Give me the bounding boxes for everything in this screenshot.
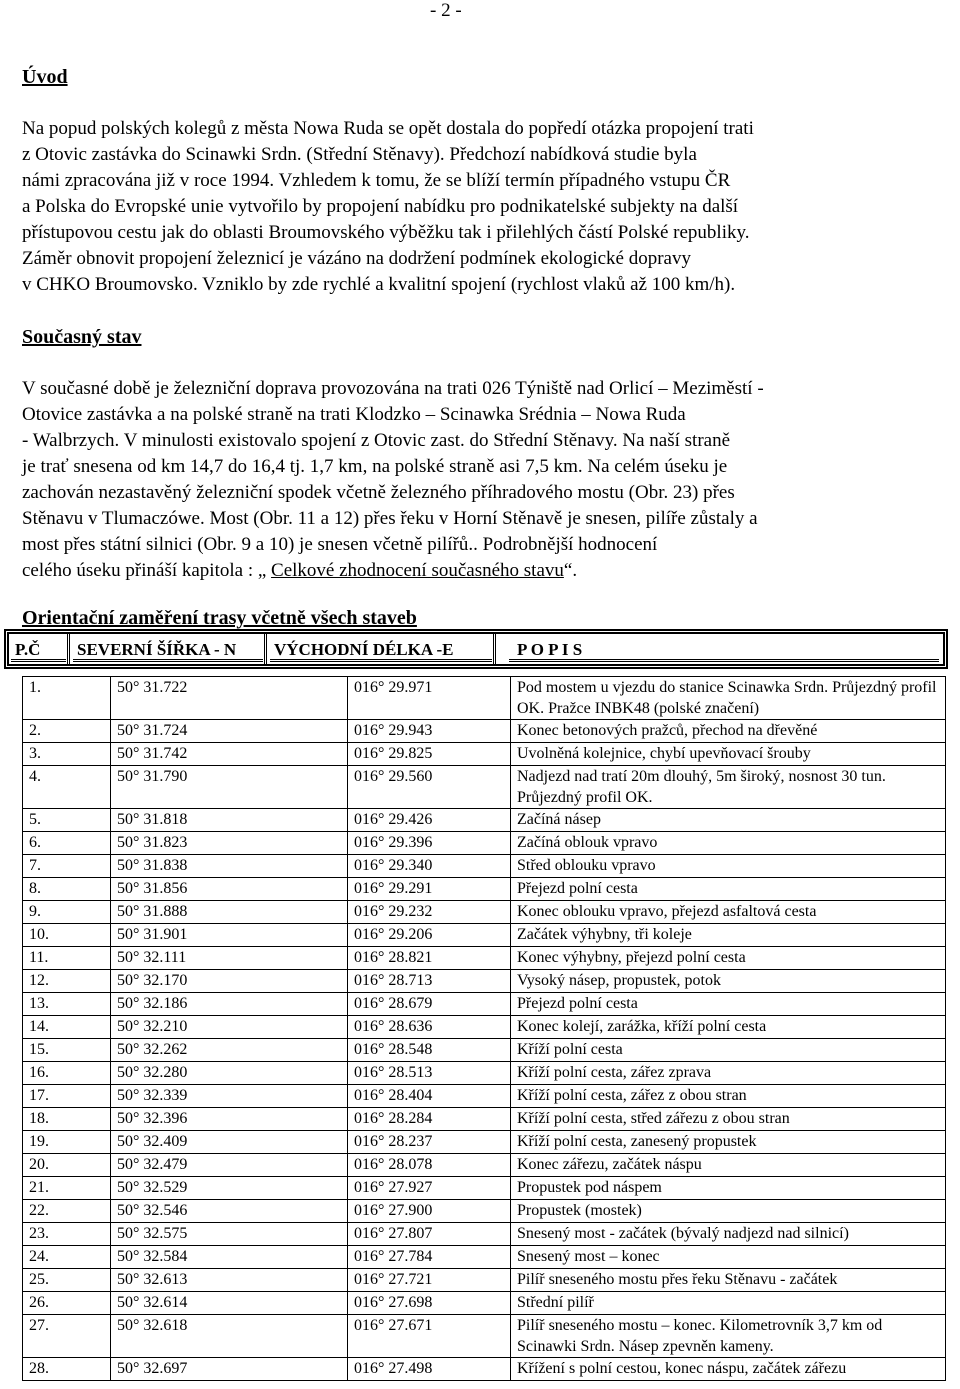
current-line: - Walbrzych. V minulosti existovalo spojení z Otovic zast. do Střední Stěnavy. Na naší straně: [22, 430, 731, 451]
intro-line: v CHKO Broumovsko. Vzniklo by zde rychlé a kvalitní spojení (rychlost vlaků až 100 km/h).: [22, 274, 736, 295]
cell-longitude: 016° 28.078: [348, 1154, 511, 1177]
current-line: zachován nezastavěný železniční spodek včetně železného příhradového mostu (Obr. 23) přes: [22, 482, 735, 503]
table-row: [23, 1315, 946, 1358]
cell-description: Střed oblouku vpravo: [511, 855, 946, 878]
cell-latitude: 50° 32.479: [111, 1154, 348, 1177]
cell-description: Uvolněná kolejnice, chybí upevňovací šrouby: [511, 743, 946, 766]
cell-longitude: 016° 29.291: [348, 878, 511, 901]
cell-number: 8.: [23, 878, 111, 901]
cell-description: Konec zářezu, začátek náspu: [511, 1154, 946, 1177]
table-row: [23, 832, 946, 855]
cell-number: 3.: [23, 743, 111, 766]
cell-latitude: 50° 31.818: [111, 809, 348, 832]
cell-description: Kříží polní cesta, zářez zprava: [511, 1062, 946, 1085]
cell-longitude: 016° 27.927: [348, 1177, 511, 1200]
cell-latitude: 50° 32.697: [111, 1358, 348, 1381]
page-number: - 2 -: [430, 0, 462, 21]
cell-longitude: 016° 27.498: [348, 1358, 511, 1381]
cell-number: 19.: [23, 1131, 111, 1154]
cell-longitude: 016° 29.426: [348, 809, 511, 832]
cell-number: 20.: [23, 1154, 111, 1177]
current-line: V současné době je železniční doprava provozována na trati 026 Týniště nad Orlicí – Meziměstí -: [22, 378, 764, 399]
table-header: [4, 629, 948, 669]
cell-number: 1.: [23, 677, 111, 720]
cell-number: 22.: [23, 1200, 111, 1223]
intro-paragraph: [22, 116, 952, 298]
cell-longitude: 016° 27.807: [348, 1223, 511, 1246]
cell-number: 27.: [23, 1315, 111, 1358]
cell-number: 17.: [23, 1085, 111, 1108]
cell-description: Vysoký násep, propustek, potok: [511, 970, 946, 993]
current-line: Otovice zastávka a na polské straně na trati Klodzko – Scinawka Srédnia – Nowa Ruda: [22, 404, 686, 425]
table-row: [23, 1292, 946, 1315]
table-row: [23, 1131, 946, 1154]
intro-line: z Otovic zastávka do Scinawki Srdn. (Střední Stěnavy). Předchozí nabídková studie byla: [22, 144, 697, 165]
intro-line: námi zpracována již v roce 1994. Vzhledem k tomu, že se blíží termín případného vstupu ČR: [22, 170, 731, 191]
column-header-no: P.Č: [11, 638, 66, 662]
intro-line: přístupovou cestu jak do oblasti Broumovského výběžku tak i přilehlých částí Polské republiky.: [22, 222, 750, 243]
cell-description: Nadjezd nad tratí 20m dlouhý, 5m široký, nosnost 30 tun. Průjezdný profil OK.: [511, 766, 946, 809]
cell-longitude: 016° 28.548: [348, 1039, 511, 1062]
current-line: je trať snesena od km 14,7 do 16,4 tj. 1,7 km, na polské straně asi 7,5 km. Na celém úseku je: [22, 456, 728, 477]
cell-longitude: 016° 28.636: [348, 1016, 511, 1039]
cell-number: 6.: [23, 832, 111, 855]
cell-number: 18.: [23, 1108, 111, 1131]
column-header-north: SEVERNÍ ŠÍŘKA - N: [73, 638, 263, 662]
cell-longitude: 016° 28.513: [348, 1062, 511, 1085]
cell-description: Začíná násep: [511, 809, 946, 832]
cell-longitude: 016° 29.232: [348, 901, 511, 924]
cell-latitude: 50° 32.546: [111, 1200, 348, 1223]
cell-description: Začátek výhybny, tři koleje: [511, 924, 946, 947]
cell-number: 25.: [23, 1269, 111, 1292]
cell-latitude: 50° 31.901: [111, 924, 348, 947]
cell-number: 2.: [23, 720, 111, 743]
cell-longitude: 016° 29.560: [348, 766, 511, 809]
cell-latitude: 50° 32.409: [111, 1131, 348, 1154]
table-row: [23, 924, 946, 947]
cell-description: Kříží polní cesta, střed zářezu z obou stran: [511, 1108, 946, 1131]
cell-longitude: 016° 29.825: [348, 743, 511, 766]
cell-description: Začíná oblouk vpravo: [511, 832, 946, 855]
cell-number: 10.: [23, 924, 111, 947]
cell-latitude: 50° 31.838: [111, 855, 348, 878]
cell-number: 24.: [23, 1246, 111, 1269]
cell-number: 15.: [23, 1039, 111, 1062]
cell-description: Pod mostem u vjezdu do stanice Scinawka Srdn. Průjezdný profil OK. Pražce INBK48 (polské značení): [511, 677, 946, 720]
cell-longitude: 016° 27.784: [348, 1246, 511, 1269]
cell-description: Kříží polní cesta: [511, 1039, 946, 1062]
cell-latitude: 50° 32.618: [111, 1315, 348, 1358]
intro-line: Na popud polských kolegů z města Nowa Ruda se opět dostala do popředí otázka propojení trati: [22, 118, 754, 139]
cell-description: Propustek pod náspem: [511, 1177, 946, 1200]
cell-longitude: 016° 28.679: [348, 993, 511, 1016]
cell-latitude: 50° 32.614: [111, 1292, 348, 1315]
cell-latitude: 50° 32.529: [111, 1177, 348, 1200]
table-row: [23, 766, 946, 809]
current-state-heading: Současný stav: [22, 326, 142, 348]
cell-number: 11.: [23, 947, 111, 970]
cell-longitude: 016° 28.713: [348, 970, 511, 993]
table-row: [23, 1223, 946, 1246]
table-row: [23, 1246, 946, 1269]
cell-latitude: 50° 32.170: [111, 970, 348, 993]
cell-number: 4.: [23, 766, 111, 809]
cell-number: 13.: [23, 993, 111, 1016]
intro-line: Záměr obnovit propojení železnicí je vázáno na dodržení podmínek ekologické dopravy: [22, 248, 691, 269]
cell-longitude: 016° 29.971: [348, 677, 511, 720]
header-divider: [264, 634, 267, 664]
table-row: [23, 677, 946, 720]
table-row: [23, 1062, 946, 1085]
cell-number: 9.: [23, 901, 111, 924]
column-header-east: VÝCHODNÍ DÉLKA -E: [270, 638, 492, 662]
cell-latitude: 50° 32.396: [111, 1108, 348, 1131]
table-row: [23, 1016, 946, 1039]
intro-line: a Polska do Evropské unie vytvořilo by propojení nabídku pro podnikatelské subjekty na další: [22, 196, 739, 217]
cell-number: 28.: [23, 1358, 111, 1381]
table-row: [23, 993, 946, 1016]
table-row: [23, 901, 946, 924]
cell-latitude: 50° 32.262: [111, 1039, 348, 1062]
header-divider: [493, 634, 496, 664]
cell-latitude: 50° 31.722: [111, 677, 348, 720]
cell-description: Konec betonových pražců, přechod na dřevěné: [511, 720, 946, 743]
cell-description: Přejezd polní cesta: [511, 878, 946, 901]
current-line-last: celého úseku přináší kapitola : „ Celkové zhodnocení současného stavu“.: [22, 560, 578, 581]
table-row: [23, 743, 946, 766]
cell-description: Konec kolejí, zarážka, kříží polní cesta: [511, 1016, 946, 1039]
table-row: [23, 970, 946, 993]
cell-longitude: 016° 27.671: [348, 1315, 511, 1358]
cell-latitude: 50° 32.575: [111, 1223, 348, 1246]
table-row: [23, 1039, 946, 1062]
cell-description: Propustek (mostek): [511, 1200, 946, 1223]
cell-latitude: 50° 32.339: [111, 1085, 348, 1108]
cell-longitude: 016° 27.900: [348, 1200, 511, 1223]
survey-table-body: [23, 677, 946, 1381]
cell-description: Snesený most – konec: [511, 1246, 946, 1269]
cell-number: 14.: [23, 1016, 111, 1039]
current-line: most přes státní silnici (Obr. 9 a 10) je snesen včetně pilířů.. Podrobnější hodnocení: [22, 534, 658, 555]
cell-latitude: 50° 32.111: [111, 947, 348, 970]
cell-number: 5.: [23, 809, 111, 832]
table-row: [23, 1108, 946, 1131]
cell-latitude: 50° 31.823: [111, 832, 348, 855]
cell-longitude: 016° 28.404: [348, 1085, 511, 1108]
survey-heading: Orientační zaměření trasy včetně všech staveb: [22, 607, 417, 629]
cell-number: 12.: [23, 970, 111, 993]
table-row: [23, 1177, 946, 1200]
survey-table: [22, 676, 946, 1381]
table-row: [23, 878, 946, 901]
cell-description: Pilíř sneseného mostu přes řeku Stěnavu - začátek: [511, 1269, 946, 1292]
cell-latitude: 50° 31.790: [111, 766, 348, 809]
cell-longitude: 016° 28.821: [348, 947, 511, 970]
cell-number: 7.: [23, 855, 111, 878]
cell-number: 26.: [23, 1292, 111, 1315]
cell-latitude: 50° 32.186: [111, 993, 348, 1016]
cell-longitude: 016° 29.396: [348, 832, 511, 855]
table-row: [23, 1358, 946, 1381]
current-state-paragraph: [22, 376, 952, 584]
cell-latitude: 50° 32.210: [111, 1016, 348, 1039]
current-line: Stěnavu v Tlumaczówe. Most (Obr. 11 a 12) přes řeku v Horní Stěnavě je snesen, pilíře zůstaly a: [22, 508, 758, 529]
table-row: [23, 720, 946, 743]
cell-longitude: 016° 27.698: [348, 1292, 511, 1315]
cell-number: 16.: [23, 1062, 111, 1085]
cell-latitude: 50° 32.280: [111, 1062, 348, 1085]
chapter-reference-link[interactable]: Celkové zhodnocení současného stavu: [271, 560, 564, 581]
cell-description: Pilíř sneseného mostu – konec. Kilometrovník 3,7 km od Scinawki Srdn. Násep zpevněn kameny.: [511, 1315, 946, 1358]
cell-latitude: 50° 31.856: [111, 878, 348, 901]
cell-latitude: 50° 31.724: [111, 720, 348, 743]
table-row: [23, 1154, 946, 1177]
cell-longitude: 016° 28.284: [348, 1108, 511, 1131]
cell-description: Snesený most - začátek (bývalý nadjezd nad silnicí): [511, 1223, 946, 1246]
cell-latitude: 50° 31.888: [111, 901, 348, 924]
cell-longitude: 016° 27.721: [348, 1269, 511, 1292]
table-row: [23, 855, 946, 878]
cell-longitude: 016° 29.340: [348, 855, 511, 878]
column-header-description: P O P I S: [509, 638, 939, 662]
cell-description: Střední pilíř: [511, 1292, 946, 1315]
cell-description: Kříží polní cesta, zářez z obou stran: [511, 1085, 946, 1108]
table-row: [23, 947, 946, 970]
cell-number: 23.: [23, 1223, 111, 1246]
intro-heading: Úvod: [22, 66, 68, 88]
table-row: [23, 809, 946, 832]
table-row: [23, 1269, 946, 1292]
cell-latitude: 50° 32.613: [111, 1269, 348, 1292]
cell-description: Křížení s polní cestou, konec náspu, začátek zářezu: [511, 1358, 946, 1381]
cell-longitude: 016° 29.943: [348, 720, 511, 743]
cell-longitude: 016° 29.206: [348, 924, 511, 947]
cell-description: Konec výhybny, přejezd polní cesta: [511, 947, 946, 970]
cell-description: Kříží polní cesta, zanesený propustek: [511, 1131, 946, 1154]
header-divider: [67, 634, 70, 664]
cell-description: Přejezd polní cesta: [511, 993, 946, 1016]
cell-description: Konec oblouku vpravo, přejezd asfaltová cesta: [511, 901, 946, 924]
cell-latitude: 50° 32.584: [111, 1246, 348, 1269]
cell-latitude: 50° 31.742: [111, 743, 348, 766]
table-row: [23, 1200, 946, 1223]
cell-number: 21.: [23, 1177, 111, 1200]
table-row: [23, 1085, 946, 1108]
cell-longitude: 016° 28.237: [348, 1131, 511, 1154]
